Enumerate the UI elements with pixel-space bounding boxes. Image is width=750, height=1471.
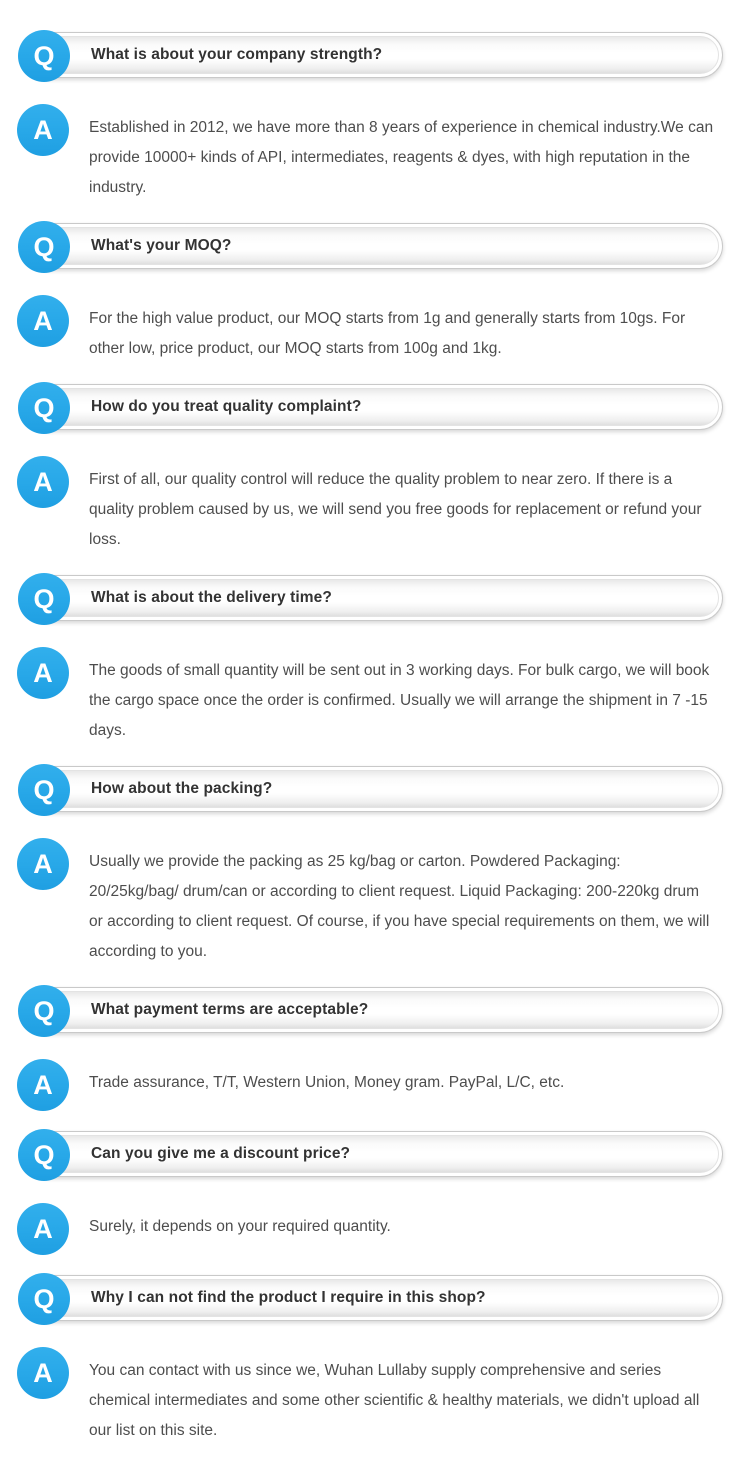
question-pill-inner xyxy=(32,1135,719,1173)
question-pill xyxy=(28,32,723,78)
answer-badge-letter: A xyxy=(33,657,53,688)
question-badge xyxy=(18,1273,70,1325)
question-badge xyxy=(18,985,70,1037)
answer-badge-letter: A xyxy=(33,305,53,336)
question-pill-inner xyxy=(32,579,719,617)
answer-badge xyxy=(17,1347,69,1399)
question-pill-inner xyxy=(32,388,719,426)
faq-item xyxy=(0,30,750,203)
question-pill xyxy=(28,987,723,1033)
answer-text: You can contact with us since we, Wuhan Lullaby supply comprehensive and series chemical intermediates and some other scientific & healthy materials, we didn't upload all our list on this site. xyxy=(89,1362,700,1439)
question-text: How do you treat quality complaint? xyxy=(91,398,362,415)
answer-text: First of all, our quality control will reduce the quality problem to near zero. If there is a quality problem caused by us, we will send you free goods for replacement or refund your loss. xyxy=(89,471,702,548)
faq-item xyxy=(0,1129,750,1255)
answer-badge-letter: A xyxy=(33,848,53,879)
question-text: What's your MOQ? xyxy=(91,237,232,254)
question-badge xyxy=(18,764,70,816)
faq-question-row xyxy=(18,1273,723,1325)
question-pill xyxy=(28,575,723,621)
faq-item xyxy=(0,221,750,364)
question-badge-letter: Q xyxy=(33,392,55,423)
answer-badge-letter: A xyxy=(33,466,53,497)
question-badge xyxy=(18,30,70,82)
question-text: What payment terms are acceptable? xyxy=(91,1001,369,1018)
answer-badge xyxy=(17,838,69,890)
answer-badge xyxy=(17,104,69,156)
faq-item xyxy=(0,382,750,555)
faq-question-row xyxy=(18,573,723,625)
question-badge xyxy=(18,382,70,434)
faq-item xyxy=(0,1273,750,1446)
question-text: What is about the delivery time? xyxy=(91,589,332,606)
answer-badge xyxy=(17,295,69,347)
answer-badge-letter: A xyxy=(33,1213,53,1244)
question-text: Can you give me a discount price? xyxy=(91,1145,351,1162)
faq-answer-row xyxy=(17,104,723,203)
question-text: Why I can not find the product I require in this shop? xyxy=(91,1289,486,1306)
question-pill-inner xyxy=(32,770,719,808)
question-badge xyxy=(18,221,70,273)
question-pill-inner xyxy=(32,227,719,265)
answer-text: Surely, it depends on your required quantity. xyxy=(89,1218,391,1235)
answer-badge xyxy=(17,647,69,699)
faq-answer-row xyxy=(17,1059,723,1111)
faq-list xyxy=(0,30,750,1446)
answer-text: For the high value product, our MOQ starts from 1g and generally starts from 10gs. For other low, price product, our MOQ starts from 100g and 1kg. xyxy=(89,310,686,357)
faq-answer-row xyxy=(17,838,723,967)
faq-answer-row xyxy=(17,1347,723,1446)
answer-text: Usually we provide the packing as 25 kg/bag or carton. Powdered Packaging: 20/25kg/bag/ drum/can or according to client request. Liquid Packaging: 200-220kg drum or according to client request. Of course, if you have special requirements on them, we will according to you. xyxy=(89,853,710,960)
question-pill-inner xyxy=(32,991,719,1029)
faq-answer-row xyxy=(17,295,723,364)
faq-answer-row xyxy=(17,647,723,746)
answer-text: Trade assurance, T/T, Western Union, Money gram. PayPal, L/C, etc. xyxy=(89,1074,565,1091)
question-badge-letter: Q xyxy=(33,1139,55,1170)
answer-badge xyxy=(17,1059,69,1111)
question-badge xyxy=(18,1129,70,1181)
faq-question-row xyxy=(18,985,723,1037)
faq-question-row xyxy=(18,30,723,82)
question-pill xyxy=(28,1131,723,1177)
faq-question-row xyxy=(18,1129,723,1181)
question-badge-letter: Q xyxy=(33,231,55,262)
faq-answer-row xyxy=(17,456,723,555)
question-badge-letter: Q xyxy=(33,1283,55,1314)
question-badge-letter: Q xyxy=(33,774,55,805)
question-badge-letter: Q xyxy=(33,583,55,614)
question-text: What is about your company strength? xyxy=(91,46,383,63)
question-pill xyxy=(28,1275,723,1321)
question-pill-inner xyxy=(32,1279,719,1317)
question-pill xyxy=(28,766,723,812)
faq-item xyxy=(0,764,750,967)
answer-badge xyxy=(17,1203,69,1255)
answer-badge-letter: A xyxy=(33,1357,53,1388)
faq-question-row xyxy=(18,382,723,434)
question-pill xyxy=(28,384,723,430)
answer-badge-letter: A xyxy=(33,1069,53,1100)
question-badge-letter: Q xyxy=(33,40,55,71)
answer-badge-letter: A xyxy=(33,114,53,145)
question-badge xyxy=(18,573,70,625)
faq-item xyxy=(0,573,750,746)
question-badge-letter: Q xyxy=(33,995,55,1026)
faq-item xyxy=(0,985,750,1111)
answer-text: The goods of small quantity will be sent out in 3 working days. For bulk cargo, we will book the cargo space once the order is confirmed. Usually we will arrange the shipment in 7 -15 days. xyxy=(89,662,710,739)
answer-badge xyxy=(17,456,69,508)
faq-question-row xyxy=(18,221,723,273)
answer-text: Established in 2012, we have more than 8 years of experience in chemical industry.We can provide 10000+ kinds of API, intermediates, reagents & dyes, with high reputation in the industry. xyxy=(89,119,714,196)
faq-question-row xyxy=(18,764,723,816)
faq-answer-row xyxy=(17,1203,723,1255)
question-pill-inner xyxy=(32,36,719,74)
question-text: How about the packing? xyxy=(91,780,273,797)
question-pill xyxy=(28,223,723,269)
